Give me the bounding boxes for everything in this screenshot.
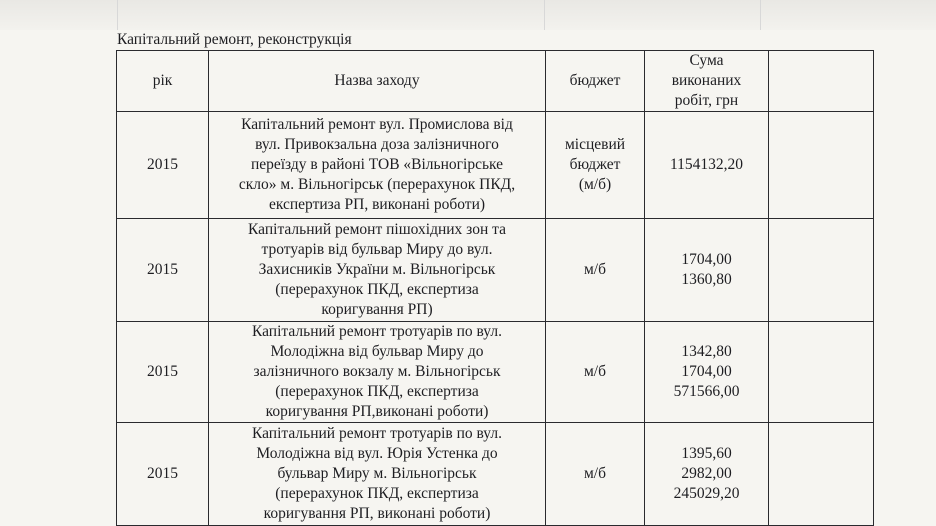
row-name: [209, 423, 546, 526]
header-sum-line: робіт, грн: [674, 92, 739, 109]
name-line: Капітальний ремонт тротуарів по вул.: [252, 323, 502, 340]
table-row: [117, 112, 874, 219]
row-sum: [645, 112, 769, 219]
sum-value: 2982,00: [681, 465, 732, 482]
header-row: [117, 51, 874, 112]
header-sum-line: виконаних: [671, 72, 742, 89]
row-budget: [546, 322, 645, 423]
sum-value: 1704,00: [681, 363, 732, 380]
name-line: (перерахунок ПКД, експертиза: [275, 485, 479, 502]
budget-line: м/б: [583, 261, 606, 278]
name-line: коригування РП, виконані роботи): [263, 505, 491, 522]
budget-line: м/б: [583, 363, 606, 380]
name-line: вул. Привокзальна доза залізничного: [255, 136, 499, 153]
table-row: [117, 423, 874, 526]
header-extra: [769, 51, 874, 112]
header-sum: [645, 51, 769, 112]
name-line: Капітальний ремонт тротуарів по вул.: [252, 425, 502, 442]
sum-value: 1395,60: [681, 445, 732, 462]
name-line: залізничного вокзалу м. Вільногірськ: [253, 363, 501, 380]
row-sum: [645, 423, 769, 526]
row-sum: [645, 219, 769, 322]
name-line: скло» м. Вільногірськ (перерахунок ПКД,: [238, 176, 516, 193]
name-line: тротуарів від бульвар Миру до вул.: [261, 241, 493, 258]
section-caption: Капітальний ремонт, реконструкція: [117, 31, 352, 48]
row-budget: [546, 423, 645, 526]
name-line: Молодіжна від вул. Юрія Устенка до: [256, 445, 498, 462]
budget-line: місцевий: [564, 136, 626, 153]
name-line: коригування РП): [321, 301, 433, 318]
table-row: [117, 219, 874, 322]
row-year: 2015: [117, 423, 209, 526]
row-extra: [769, 322, 874, 423]
row-extra: [769, 112, 874, 219]
name-line: переїзду в районі ТОВ «Вільногірське: [250, 156, 504, 173]
sum-value: 571566,00: [673, 383, 740, 400]
row-year: 2015: [117, 112, 209, 219]
name-line: бульвар Миру м. Вільногірськ: [277, 465, 477, 482]
table-row: [117, 322, 874, 423]
row-name: [209, 219, 546, 322]
row-budget: [546, 219, 645, 322]
sum-value: 1154132,20: [669, 156, 744, 173]
name-line: Капітальний ремонт вул. Промислова від: [241, 116, 513, 133]
row-sum: [645, 322, 769, 423]
name-line: Молодіжна від бульвар Миру до: [270, 343, 484, 360]
row-extra: [769, 423, 874, 526]
header-name: Назва заходу: [209, 51, 546, 112]
name-line: (перерахунок ПКД, експертиза: [275, 281, 479, 298]
sum-value: 1704,00: [681, 251, 732, 268]
header-year: рік: [117, 51, 209, 112]
bleed-line: [760, 0, 761, 30]
bleed-line: [544, 0, 545, 30]
budget-line: м/б: [583, 465, 606, 482]
budget-line: бюджет: [569, 156, 621, 173]
row-name: [209, 112, 546, 219]
sum-value: 1360,80: [681, 271, 732, 288]
bleed-line: [117, 0, 118, 30]
row-name: [209, 322, 546, 423]
repairs-table: [116, 50, 874, 526]
sum-value: 1342,80: [681, 343, 732, 360]
header-sum-line: Сума: [689, 52, 724, 69]
budget-line: (м/б): [578, 176, 612, 193]
name-line: Капітальний ремонт пішохідних зон та: [248, 221, 506, 238]
sum-value: 245029,20: [673, 485, 740, 502]
name-line: Захисників України м. Вільногірськ: [258, 261, 496, 278]
row-extra: [769, 219, 874, 322]
row-budget: [546, 112, 645, 219]
name-line: експертиза РП, виконані роботи): [268, 196, 486, 213]
name-line: (перерахунок ПКД, експертиза: [275, 383, 479, 400]
name-line: коригування РП,виконані роботи): [265, 403, 489, 420]
previous-page-bleed: [0, 0, 936, 30]
row-year: 2015: [117, 322, 209, 423]
row-year: 2015: [117, 219, 209, 322]
header-budget: бюджет: [546, 51, 645, 112]
